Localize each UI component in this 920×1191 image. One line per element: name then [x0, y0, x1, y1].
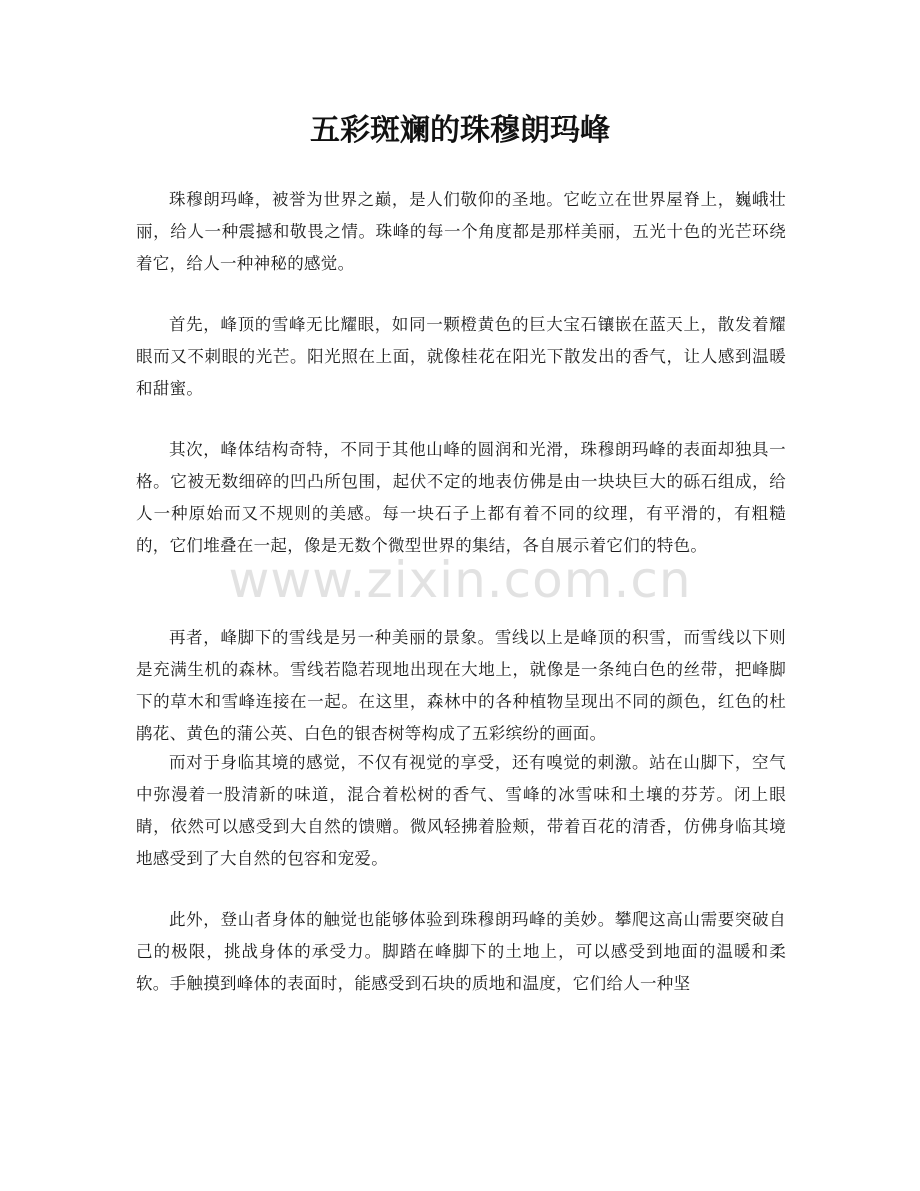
paragraph-5: 而对于身临其境的感觉，不仅有视觉的享受，还有嗅觉的刺激。站在山脚下，空气中弥漫着一股清新的味道，混合着松树的香气、雪峰的冰雪味和土壤的芬芳。闭上眼睛，依然可以感受到大自然的馈赠。微风轻拂着脸颊，带着百花的清香，仿佛身临其境地感受到了大自然的包容和宠爱。 — [136, 753, 786, 868]
watermark: www.zixin.com.cn — [228, 551, 692, 609]
paragraph-3: 其次，峰体结构奇特，不同于其他山峰的圆润和光滑，珠穆朗玛峰的表面却独具一格。它被无数细碎的凹凸所包围，起伏不定的地表仿佛是由一块块巨大的砾石组成，给人一种原始而又不规则的美感。每一块石子上都有着不同的纹理，有平滑的，有粗糙的，它们堆叠在一起，像是无数个微型世界的集结，各自展示着它们的特色。 — [136, 440, 786, 555]
paragraph-4: 再者，峰脚下的雪线是另一种美丽的景象。雪线以上是峰顶的积雪，而雪线以下则是充满生机的森林。雪线若隐若现地出现在大地上，就像是一条纯白色的丝带，把峰脚下的草木和雪峰连接在一起。在这里，森林中的各种植物呈现出不同的颜色，红色的杜鹃花、黄色的蒲公英、白色的银杏树等构成了五彩缤纷的画面。 — [136, 628, 786, 743]
paragraph-2: 首先，峰顶的雪峰无比耀眼，如同一颗橙黄色的巨大宝石镶嵌在蓝天上，散发着耀眼而又不刺眼的光芒。阳光照在上面，就像桂花在阳光下散发出的香气，让人感到温暖和甜蜜。 — [136, 315, 786, 398]
paragraph-6: 此外，登山者身体的触觉也能够体验到珠穆朗玛峰的美妙。攀爬这高山需要突破自己的极限，挑战身体的承受力。脚踏在峰脚下的土地上，可以感受到地面的温暖和柔软。手触摸到峰体的表面时，能感受到石块的质地和温度，它们给人一种坚 — [136, 910, 786, 993]
paragraph-1: 珠穆朗玛峰，被誉为世界之巅，是人们敬仰的圣地。它屹立在世界屋脊上，巍峨壮丽，给人一种震撼和敬畏之情。珠峰的每一个角度都是那样美丽，五光十色的光芒环绕着它，给人一种神秘的感觉。 — [136, 190, 786, 273]
document-title: 五彩斑斓的珠穆朗玛峰 — [310, 113, 610, 148]
